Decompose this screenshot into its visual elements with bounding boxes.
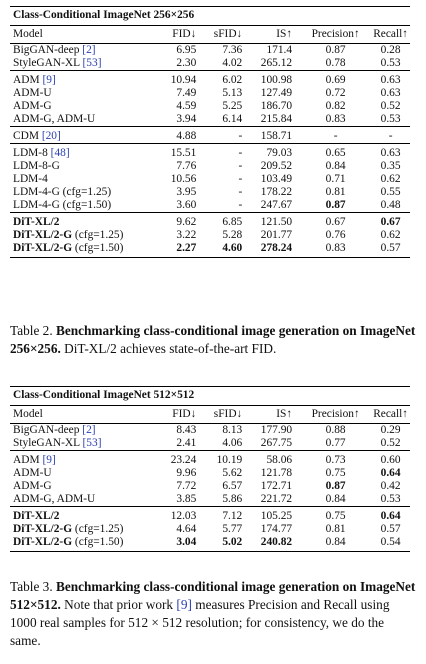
table-row: [10, 127, 410, 144]
model-name: DiT-XL/2-G: [13, 536, 73, 548]
cell-precision: 0.81: [325, 186, 346, 198]
caption-label: Table 3.: [10, 579, 56, 594]
citation-link[interactable]: [2]: [82, 424, 96, 436]
cell-recall: 0.42: [380, 480, 401, 492]
table-3-caption: [10, 578, 418, 650]
cell-is: 186.70: [260, 100, 293, 112]
model-name: DiT-XL/2-G: [13, 523, 73, 535]
cell-recall: 0.57: [371, 242, 410, 258]
cell-sfid: 10.19: [198, 451, 251, 468]
cell-precision: 0.78: [325, 57, 346, 69]
caption-bold-text: Benchmarking class-conditional image generation on ImageNet 256×256.: [10, 323, 416, 356]
citation-link[interactable]: [20]: [41, 130, 61, 142]
cell-is: 58.06: [251, 451, 294, 468]
cell-fid: 7.49: [176, 87, 197, 99]
caption-text: measures Precision and Recall using 1000 real samples for 512 × 512 resolution; for consistency, we do the same.: [10, 597, 390, 648]
cell-is: 215.84: [260, 113, 293, 125]
cell-model: [10, 493, 160, 507]
cell-fid: 9.62: [160, 213, 199, 230]
table-title-row: [10, 7, 410, 26]
cell-is: 209.52: [260, 160, 293, 172]
cell-is: 201.77: [260, 229, 293, 241]
cell-sfid: -: [238, 186, 243, 198]
table-header-row: [10, 26, 410, 44]
table-row: [10, 113, 410, 127]
table-title-row: [10, 387, 410, 406]
caption-text: DiT-XL/2 achieves state-of-the-art FID.: [60, 341, 277, 356]
cell-precision: 0.72: [325, 87, 346, 99]
table-row: [10, 229, 410, 242]
cell-precision: 0.81: [325, 523, 346, 535]
model-config: (cfg=1.25): [72, 229, 124, 241]
cell-is: 171.4: [266, 44, 293, 56]
cell-model: [10, 480, 160, 493]
cell-fid: 2.41: [176, 437, 197, 449]
cell-precision: 0.73: [294, 451, 371, 468]
cell-fid: 23.24: [160, 451, 199, 468]
cell-sfid: 5.86: [222, 493, 243, 505]
cell-model: [10, 57, 160, 71]
cell-model: [10, 173, 160, 186]
cell-fid: 4.88: [160, 127, 199, 144]
cell-recall: 0.60: [371, 451, 410, 468]
cell-fid: 15.51: [160, 144, 199, 161]
cell-recall: 0.63: [371, 144, 410, 161]
table-row: [10, 536, 410, 552]
model-name: ADM-G: [13, 480, 52, 492]
table-row: [10, 424, 410, 438]
cell-precision: 0.87: [325, 199, 346, 211]
table-row: [10, 242, 410, 258]
cell-recall: 0.52: [380, 100, 401, 112]
cell-is: 127.49: [260, 87, 293, 99]
cell-precision: 0.75: [294, 507, 371, 524]
cell-fid: 3.85: [176, 493, 197, 505]
cell-fid: 4.59: [176, 100, 197, 112]
cell-fid: 10.94: [160, 71, 199, 88]
cell-precision: 0.69: [294, 71, 371, 88]
cell-sfid: 8.13: [222, 424, 243, 436]
model-name: LDM-4-G (cfg=1.50): [13, 199, 112, 211]
cell-sfid: -: [238, 173, 243, 185]
cell-recall: 0.62: [380, 173, 401, 185]
cell-precision: 0.88: [325, 424, 346, 436]
table-row: [10, 160, 410, 173]
cell-model: [10, 523, 160, 536]
cell-model: [10, 127, 160, 144]
cell-is: 221.72: [260, 493, 293, 505]
cell-is: 247.67: [260, 199, 293, 211]
cell-model: [10, 199, 160, 213]
cell-fid: 7.76: [176, 160, 197, 172]
cell-sfid: 4.60: [198, 242, 251, 258]
cell-recall: 0.55: [380, 186, 401, 198]
cell-recall: 0.64: [371, 507, 410, 524]
cell-model: [10, 71, 160, 88]
cell-model: [10, 186, 160, 199]
cell-is: 177.90: [260, 424, 293, 436]
model-name: ADM-U: [13, 467, 52, 479]
cell-sfid: 6.85: [198, 213, 251, 230]
cell-precision: 0.65: [294, 144, 371, 161]
cell-fid: 3.60: [176, 199, 197, 211]
cell-recall: 0.29: [380, 424, 401, 436]
cell-sfid: 5.25: [222, 100, 243, 112]
model-name: DiT-XL/2-G: [13, 229, 73, 241]
cell-fid: 6.95: [176, 44, 197, 56]
cell-model: [10, 87, 160, 100]
cell-precision: 0.87: [325, 480, 346, 492]
table-row: [10, 44, 410, 58]
model-name: LDM-8-G: [13, 160, 60, 172]
cell-is: 172.71: [260, 480, 293, 492]
model-name: BigGAN-deep: [13, 44, 80, 56]
table-header-row: [10, 406, 410, 424]
table-title: Class-Conditional ImageNet 256×256: [10, 7, 410, 26]
table-row: [10, 173, 410, 186]
cell-is: 100.98: [251, 71, 294, 88]
model-name: CDM: [13, 130, 39, 142]
table-2: [10, 6, 410, 258]
cell-sfid: 4.06: [222, 437, 243, 449]
cell-precision: 0.87: [325, 44, 346, 56]
cell-is: 278.24: [251, 242, 294, 258]
cell-fid: 2.27: [160, 242, 199, 258]
col-header-recall: Recall↑: [371, 406, 410, 424]
cell-fid: 3.04: [160, 536, 199, 552]
model-name: DiT-XL/2-G: [13, 242, 73, 254]
cell-recall: 0.64: [380, 467, 401, 479]
table-row: [10, 71, 410, 88]
col-header-is: IS↑: [251, 406, 294, 424]
table-body: [10, 424, 410, 552]
cell-model: [10, 44, 160, 58]
col-header-fid: FID↓: [160, 406, 199, 424]
table-body: [10, 44, 410, 258]
col-header-precision: Precision↑: [294, 26, 371, 44]
model-name: ADM-G: [13, 100, 52, 112]
cell-recall: 0.63: [371, 71, 410, 88]
cell-sfid: 5.77: [222, 523, 243, 535]
cell-sfid: 6.02: [198, 71, 251, 88]
cell-model: [10, 100, 160, 113]
cell-recall: 0.53: [380, 57, 401, 69]
caption-text: Note that prior work: [60, 597, 177, 612]
cell-precision: 0.67: [294, 213, 371, 230]
cell-precision: 0.83: [294, 242, 371, 258]
cell-sfid: -: [238, 160, 243, 172]
cell-precision: 0.84: [294, 536, 371, 552]
cell-precision: 0.82: [325, 100, 346, 112]
cell-fid: 7.72: [176, 480, 197, 492]
cell-is: 103.49: [260, 173, 293, 185]
table-row: [10, 186, 410, 199]
cell-sfid: -: [238, 199, 243, 211]
table-row: [10, 437, 410, 451]
cell-is: 267.75: [260, 437, 293, 449]
cell-fid: 3.95: [176, 186, 197, 198]
cell-is: 105.25: [251, 507, 294, 524]
benchmark-table-256: [10, 6, 410, 258]
caption-bold-text: Benchmarking class-conditional image generation on ImageNet 512×512.: [10, 579, 416, 612]
cell-is: 174.77: [260, 523, 293, 535]
cell-fid: 10.56: [170, 173, 197, 185]
cell-precision: 0.84: [325, 493, 346, 505]
cell-sfid: 7.12: [198, 507, 251, 524]
cell-sfid: 4.02: [222, 57, 243, 69]
model-config: (cfg=1.25): [72, 523, 124, 535]
table-row: [10, 480, 410, 493]
cell-model: [10, 467, 160, 480]
cell-is: 178.22: [260, 186, 293, 198]
model-name: LDM-4: [13, 173, 48, 185]
model-name: StyleGAN-XL: [13, 57, 80, 69]
col-header-sfid: sFID↓: [198, 26, 251, 44]
cell-fid: 8.43: [176, 424, 197, 436]
col-header-sfid: sFID↓: [198, 406, 251, 424]
cell-is: 158.71: [251, 127, 294, 144]
table-row: [10, 523, 410, 536]
cell-sfid: 5.28: [222, 229, 243, 241]
model-name: ADM-U: [13, 87, 52, 99]
col-header-is: IS↑: [251, 26, 294, 44]
model-name: StyleGAN-XL: [13, 437, 80, 449]
cell-model: [10, 451, 160, 468]
cell-precision: 0.76: [325, 229, 346, 241]
cell-is: 265.12: [260, 57, 293, 69]
cell-fid: 2.30: [176, 57, 197, 69]
cell-sfid: 6.57: [222, 480, 243, 492]
table-row: [10, 493, 410, 507]
cell-fid: 4.64: [176, 523, 197, 535]
col-header-recall: Recall↑: [371, 26, 410, 44]
col-header-model: Model: [10, 26, 160, 44]
table-row: [10, 87, 410, 100]
cell-sfid: -: [198, 144, 251, 161]
model-config: (cfg=1.50): [72, 536, 124, 548]
cell-precision: 0.77: [325, 437, 346, 449]
cell-fid: 3.94: [176, 113, 197, 125]
table-row: [10, 451, 410, 468]
model-name: ADM: [13, 74, 40, 86]
model-name: DiT-XL/2: [13, 216, 60, 228]
cell-model: [10, 213, 160, 230]
cell-fid: 9.96: [176, 467, 197, 479]
caption-label: Table 2.: [10, 323, 56, 338]
cell-model: [10, 144, 160, 161]
model-config: (cfg=1.50): [72, 242, 124, 254]
table-row: [10, 144, 410, 161]
col-header-model: Model: [10, 406, 160, 424]
table-row: [10, 507, 410, 524]
citation-link[interactable]: [9]: [176, 597, 192, 612]
cell-recall: 0.48: [380, 199, 401, 211]
cell-model: [10, 229, 160, 242]
cell-fid: 12.03: [160, 507, 199, 524]
citation-link[interactable]: [53]: [82, 437, 102, 449]
cell-model: [10, 507, 160, 524]
cell-precision: 0.84: [325, 160, 346, 172]
model-name: LDM-4-G (cfg=1.25): [13, 186, 112, 198]
cell-sfid: 5.62: [222, 467, 243, 479]
model-name: ADM-G, ADM-U: [13, 113, 96, 125]
cell-precision: 0.75: [325, 467, 346, 479]
cell-model: [10, 113, 160, 127]
cell-model: [10, 160, 160, 173]
citation-link[interactable]: [9]: [42, 454, 56, 466]
cell-recall: 0.28: [380, 44, 401, 56]
table-3: [10, 386, 410, 552]
table-row: [10, 100, 410, 113]
citation-link[interactable]: [2]: [82, 44, 96, 56]
cell-sfid: 5.02: [198, 536, 251, 552]
table-title: Class-Conditional ImageNet 512×512: [10, 387, 410, 406]
cell-recall: 0.57: [380, 523, 401, 535]
cell-is: 79.03: [251, 144, 294, 161]
citation-link[interactable]: [53]: [82, 57, 102, 69]
table-row: [10, 213, 410, 230]
cell-recall: 0.35: [380, 160, 401, 172]
cell-recall: -: [371, 127, 410, 144]
col-header-fid: FID↓: [160, 26, 199, 44]
cell-sfid: -: [198, 127, 251, 144]
cell-sfid: 5.13: [222, 87, 243, 99]
benchmark-table-512: [10, 386, 410, 552]
cell-is: 121.50: [251, 213, 294, 230]
cell-recall: 0.52: [380, 437, 401, 449]
model-name: LDM-8: [13, 147, 48, 159]
cell-model: [10, 536, 160, 552]
cell-is: 121.78: [260, 467, 293, 479]
cell-model: [10, 424, 160, 438]
cell-recall: 0.54: [371, 536, 410, 552]
model-name: ADM: [13, 454, 40, 466]
cell-precision: 0.83: [325, 113, 346, 125]
cell-model: [10, 242, 160, 258]
model-name: ADM-G, ADM-U: [13, 493, 96, 505]
col-header-precision: Precision↑: [294, 406, 371, 424]
cell-recall: 0.67: [371, 213, 410, 230]
cell-recall: 0.53: [380, 493, 401, 505]
cell-recall: 0.63: [380, 87, 401, 99]
model-name: DiT-XL/2: [13, 510, 60, 522]
cell-recall: 0.53: [380, 113, 401, 125]
citation-link[interactable]: [48]: [50, 147, 70, 159]
cell-is: 240.82: [251, 536, 294, 552]
cell-sfid: 6.14: [222, 113, 243, 125]
table-row: [10, 467, 410, 480]
citation-link[interactable]: [9]: [42, 74, 56, 86]
table-row: [10, 57, 410, 71]
cell-model: [10, 437, 160, 451]
cell-recall: 0.62: [380, 229, 401, 241]
cell-sfid: 7.36: [222, 44, 243, 56]
table-row: [10, 199, 410, 213]
model-name: BigGAN-deep: [13, 424, 80, 436]
cell-fid: 3.22: [176, 229, 197, 241]
cell-precision: -: [294, 127, 371, 144]
cell-precision: 0.71: [325, 173, 346, 185]
table-2-caption: [10, 322, 418, 358]
